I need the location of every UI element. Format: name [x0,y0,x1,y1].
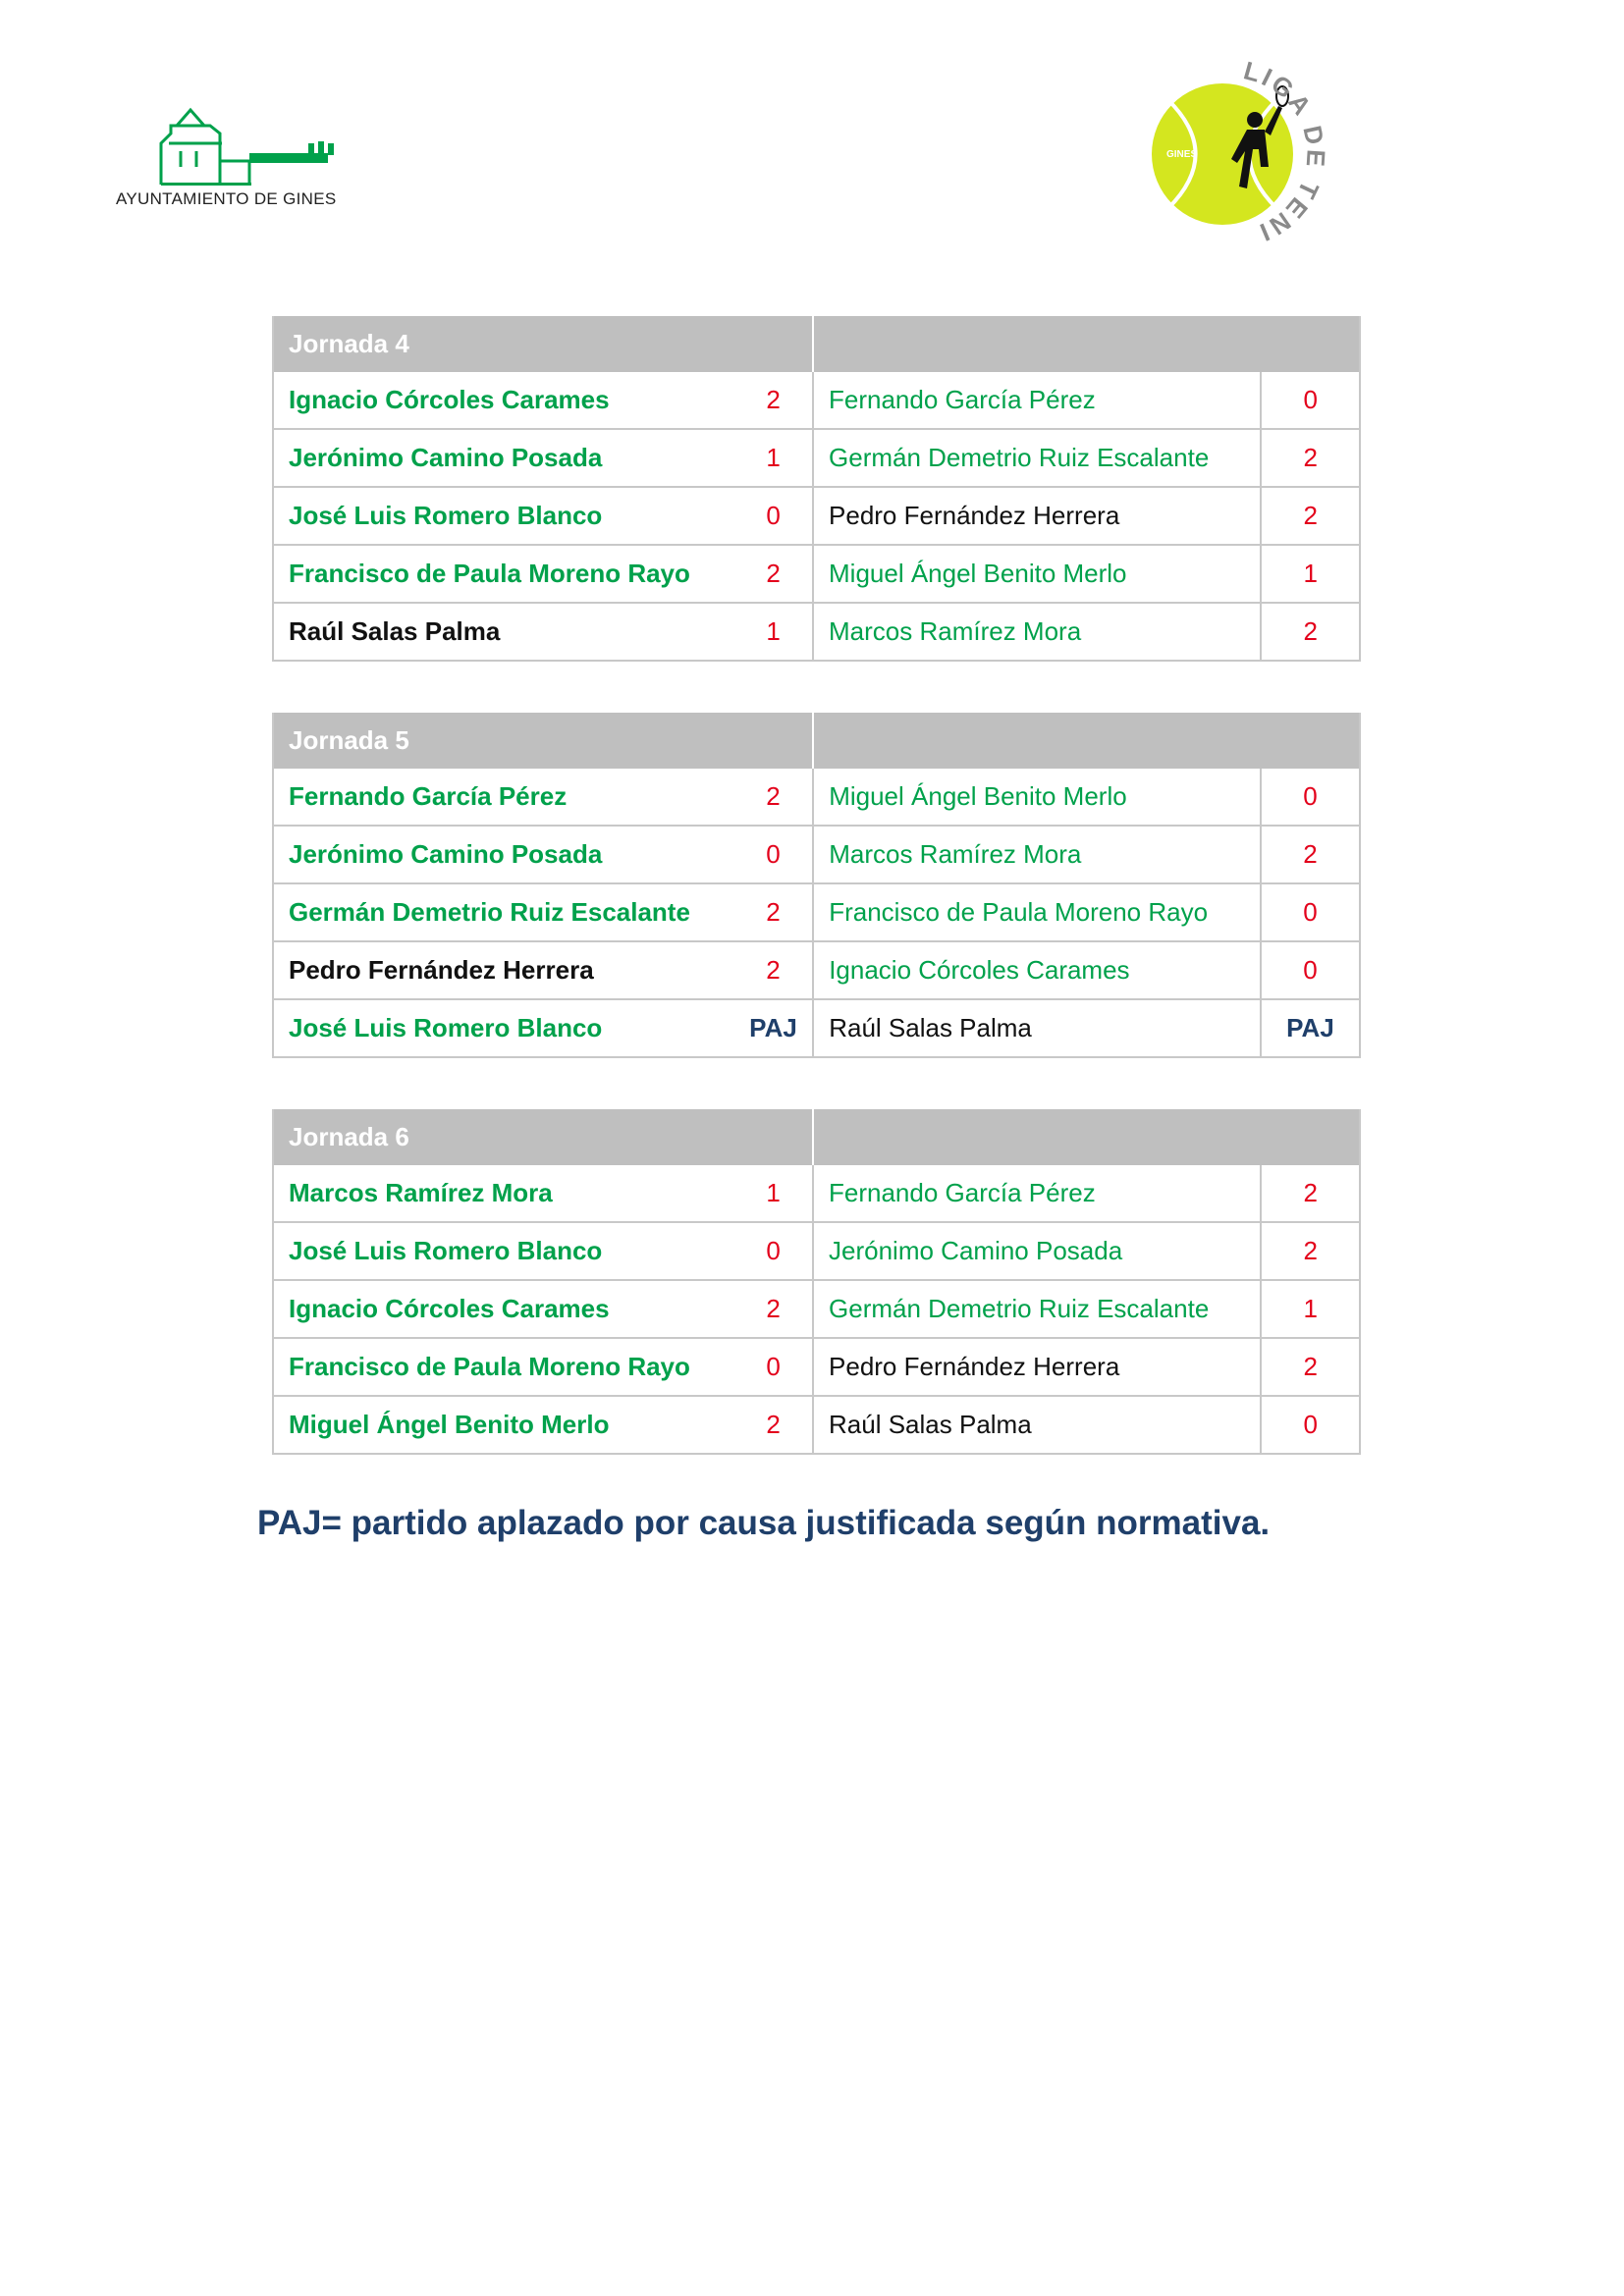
home-player-name: Fernando García Pérez [273,769,734,826]
home-player-name: Pedro Fernández Herrera [273,941,734,999]
away-player-name: Fernando García Pérez [813,372,1261,429]
home-player-score: 0 [734,1338,813,1396]
away-player-name: Marcos Ramírez Mora [813,603,1261,661]
away-player-score: 2 [1261,1338,1360,1396]
away-player-score: 0 [1261,941,1360,999]
away-player-name: Raúl Salas Palma [813,1396,1261,1454]
away-player-name: Pedro Fernández Herrera [813,1338,1261,1396]
away-player-name: Ignacio Córcoles Carames [813,941,1261,999]
away-player-score: 2 [1261,826,1360,883]
home-player-name: José Luis Romero Blanco [273,999,734,1057]
away-player-score: 2 [1261,603,1360,661]
home-player-score: 2 [734,769,813,826]
home-player-score: 2 [734,545,813,603]
jornada-table-6 [272,1109,1361,1455]
away-player-score: PAJ [1261,999,1360,1057]
away-player-score: 2 [1261,1222,1360,1280]
away-player-score: 1 [1261,1280,1360,1338]
home-player-score: 0 [734,1222,813,1280]
away-player-score: 2 [1261,487,1360,545]
liga-tenis-logo [1139,61,1335,247]
home-player-score: 0 [734,487,813,545]
jornada-title: Jornada 4 [273,316,813,372]
home-player-name: Ignacio Córcoles Carames [273,372,734,429]
jornada-header-blank [813,316,1360,372]
match-row [273,883,1360,941]
logo-liga-text: LIGA DE TENI [1240,61,1331,247]
ayuntamiento-caption: AYUNTAMIENTO DE GINES [116,189,337,208]
home-player-name: Miguel Ángel Benito Merlo [273,1396,734,1454]
away-player-name: Germán Demetrio Ruiz Escalante [813,429,1261,487]
jornada-header-blank [813,1109,1360,1165]
home-player-score: 1 [734,603,813,661]
jornada-title: Jornada 6 [273,1109,813,1165]
jornada-table-5 [272,713,1361,1058]
jornada-header [273,713,1360,769]
away-player-name: Fernando García Pérez [813,1165,1261,1222]
home-player-name: Germán Demetrio Ruiz Escalante [273,883,734,941]
home-player-score: 2 [734,1396,813,1454]
home-player-score: PAJ [734,999,813,1057]
away-player-name: Germán Demetrio Ruiz Escalante [813,1280,1261,1338]
home-player-score: 2 [734,883,813,941]
jornada-title: Jornada 5 [273,713,813,769]
match-row [273,429,1360,487]
away-player-name: Francisco de Paula Moreno Rayo [813,883,1261,941]
away-player-score: 2 [1261,429,1360,487]
away-player-name: Raúl Salas Palma [813,999,1261,1057]
home-player-name: José Luis Romero Blanco [273,487,734,545]
away-player-score: 2 [1261,1165,1360,1222]
match-row [273,603,1360,661]
home-player-name: Francisco de Paula Moreno Rayo [273,1338,734,1396]
jornada-table-4 [272,316,1361,662]
jornada-header-blank [813,713,1360,769]
match-row [273,769,1360,826]
home-player-score: 1 [734,1165,813,1222]
match-row [273,1338,1360,1396]
away-player-name: Miguel Ángel Benito Merlo [813,769,1261,826]
castle-icon [151,106,338,187]
home-player-name: Jerónimo Camino Posada [273,826,734,883]
home-player-score: 2 [734,1280,813,1338]
away-player-name: Marcos Ramírez Mora [813,826,1261,883]
home-player-name: José Luis Romero Blanco [273,1222,734,1280]
away-player-score: 1 [1261,545,1360,603]
home-player-name: Ignacio Córcoles Carames [273,1280,734,1338]
away-player-score: 0 [1261,372,1360,429]
ayuntamiento-logo [116,106,371,214]
away-player-score: 0 [1261,1396,1360,1454]
home-player-score: 2 [734,941,813,999]
home-player-score: 0 [734,826,813,883]
match-row [273,372,1360,429]
home-player-score: 1 [734,429,813,487]
away-player-name: Miguel Ángel Benito Merlo [813,545,1261,603]
home-player-name: Raúl Salas Palma [273,603,734,661]
away-player-name: Jerónimo Camino Posada [813,1222,1261,1280]
home-player-name: Marcos Ramírez Mora [273,1165,734,1222]
home-player-score: 2 [734,372,813,429]
away-player-name: Pedro Fernández Herrera [813,487,1261,545]
match-row [273,545,1360,603]
match-row [273,941,1360,999]
match-row [273,1222,1360,1280]
match-row [273,1165,1360,1222]
home-player-name: Francisco de Paula Moreno Rayo [273,545,734,603]
match-row [273,1396,1360,1454]
match-row [273,1280,1360,1338]
jornada-header [273,316,1360,372]
home-player-name: Jerónimo Camino Posada [273,429,734,487]
paj-note: PAJ= partido aplazado por causa justificada según normativa. [257,1504,1271,1542]
logo-gines-text: GINES [1166,149,1198,160]
match-row [273,487,1360,545]
match-row [273,826,1360,883]
match-row [273,999,1360,1057]
away-player-score: 0 [1261,769,1360,826]
away-player-score: 0 [1261,883,1360,941]
jornada-header [273,1109,1360,1165]
